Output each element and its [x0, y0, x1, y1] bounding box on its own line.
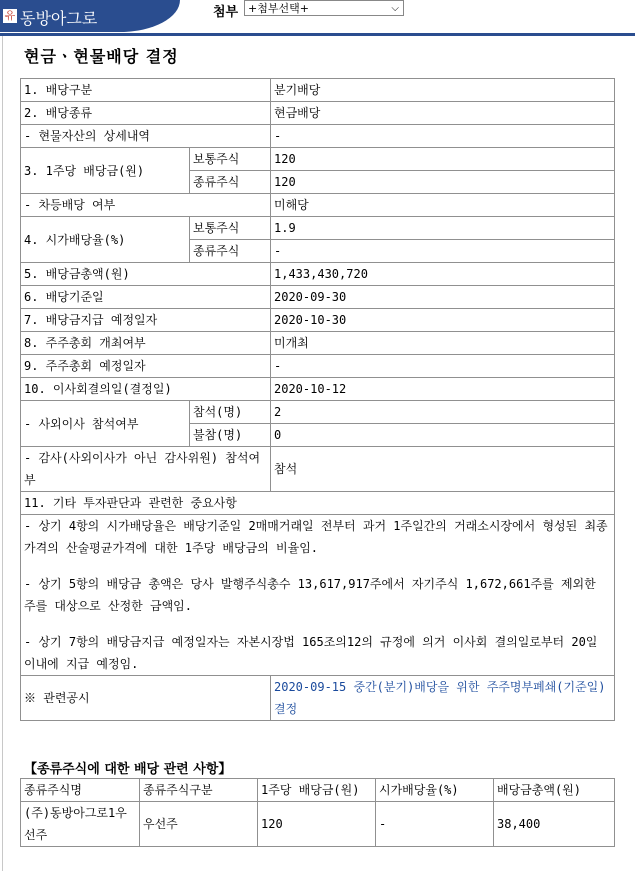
- chevron-down-icon: ⌵: [391, 3, 399, 14]
- sub-label: 참석(명): [190, 401, 271, 424]
- attach-select-value: +첨부선택+: [248, 2, 309, 15]
- table-row: [21, 194, 615, 217]
- row-value: 1.9: [271, 217, 615, 240]
- table-row: [21, 102, 615, 125]
- row-label: 6. 배당기준일: [21, 286, 271, 309]
- row-value: -: [271, 125, 615, 148]
- row-value: [271, 676, 615, 721]
- column-header: 배당금총액(원): [494, 779, 615, 802]
- row-value: 분기배당: [271, 79, 615, 102]
- table-row: [21, 79, 615, 102]
- row-label: 2. 배당종류: [21, 102, 271, 125]
- note-spacer: [24, 617, 611, 631]
- table-row: [21, 263, 615, 286]
- row-label: 9. 주주총회 예정일자: [21, 355, 271, 378]
- sub-label: 종류주식: [190, 171, 271, 194]
- row-value: 2020-10-30: [271, 309, 615, 332]
- row-label: 10. 이사회결의일(결정일): [21, 378, 271, 401]
- row-value: -: [271, 240, 615, 263]
- table-row: [21, 447, 615, 492]
- attach-select[interactable]: [244, 0, 404, 16]
- row-value: 120: [271, 148, 615, 171]
- section-title: 【종류주식에 대한 배당 관련 사항】: [24, 762, 232, 777]
- table-row: [21, 492, 615, 515]
- row-value: 현금배당: [271, 102, 615, 125]
- table-row: [21, 217, 615, 240]
- row-label: 1. 배당구분: [21, 79, 271, 102]
- row-value: 2020-10-12: [271, 378, 615, 401]
- column-header: 종류주식명: [21, 779, 140, 802]
- row-label: - 현물자산의 상세내역: [21, 125, 271, 148]
- table-header-row: [21, 779, 615, 802]
- table-row: [21, 148, 615, 171]
- table-cell: 38,400: [494, 802, 615, 847]
- table-row: [21, 125, 615, 148]
- row-value: 1,433,430,720: [271, 263, 615, 286]
- row-label: - 사외이사 참석여부: [21, 401, 190, 447]
- top-bar: [0, 0, 635, 34]
- row-value: -: [271, 355, 615, 378]
- table-row: [21, 309, 615, 332]
- row-value: 미개최: [271, 332, 615, 355]
- note-item: - 상기 7항의 배당금지급 예정일자는 자본시장법 165조의12의 규정에 의거 이사회 결의일로부터 20일 이내에 지급 예정임.: [24, 635, 598, 671]
- sub-label: 불참(명): [190, 424, 271, 447]
- company-name: 동방아그로: [20, 9, 98, 28]
- row-value: 미해당: [271, 194, 615, 217]
- table-cell: 120: [258, 802, 376, 847]
- row-value: 참석: [271, 447, 615, 492]
- table-row: [21, 676, 615, 721]
- row-label: 8. 주주총회 개최여부: [21, 332, 271, 355]
- sub-label: 종류주식: [190, 240, 271, 263]
- column-header: 1주당 배당금(원): [258, 779, 376, 802]
- notes-row: [21, 515, 615, 676]
- row-value: 2: [271, 401, 615, 424]
- table-cell: -: [376, 802, 494, 847]
- attach-label: 첨부: [213, 5, 239, 20]
- note-spacer: [24, 559, 611, 573]
- table-cell: (주)동방아그로1우선주: [21, 802, 140, 847]
- related-disclosure-link[interactable]: 2020-09-15 중간(분기)배당을 위한 주주명부폐쇄(기준일) 결정: [274, 680, 606, 716]
- preferred-share-table: [20, 778, 615, 847]
- row-value: 120: [271, 171, 615, 194]
- sub-label: 보통주식: [190, 217, 271, 240]
- row-label: - 차등배당 여부: [21, 194, 271, 217]
- company-badge-icon: 유: [4, 9, 16, 22]
- notes-cell: [21, 515, 615, 676]
- row-label: 4. 시가배당율(%): [21, 217, 190, 263]
- table-row: [21, 378, 615, 401]
- table-row: [21, 332, 615, 355]
- row-value: 2020-09-30: [271, 286, 615, 309]
- row-label: - 감사(사외이사가 아닌 감사위원) 참석여부: [21, 447, 271, 492]
- row-value: 0: [271, 424, 615, 447]
- company-tab[interactable]: [0, 0, 180, 32]
- row-label: 7. 배당금지급 예정일자: [21, 309, 271, 332]
- note-item: - 상기 4항의 시가배당율은 배당기준일 2매매거래일 전부터 과거 1주일간의 거래소시장에서 형성된 최종가격의 산술평균가격에 대한 1주당 배당금의 비율임.: [24, 519, 608, 555]
- table-row: [21, 802, 615, 847]
- table-cell: 우선주: [140, 802, 258, 847]
- row-label: 11. 기타 투자판단과 관련한 중요사항: [21, 492, 615, 515]
- row-label: ※ 관련공시: [21, 676, 271, 721]
- page-title: 현금ㆍ현물배당 결정: [24, 47, 179, 66]
- table-row: [21, 355, 615, 378]
- table-row: [21, 401, 615, 424]
- sub-label: 보통주식: [190, 148, 271, 171]
- column-header: 종류주식구분: [140, 779, 258, 802]
- column-header: 시가배당율(%): [376, 779, 494, 802]
- row-label: 3. 1주당 배당금(원): [21, 148, 190, 194]
- row-label: 5. 배당금총액(원): [21, 263, 271, 286]
- note-item: - 상기 5항의 배당금 총액은 당사 발행주식총수 13,617,917주에서 자기주식 1,672,661주를 제외한 주를 대상으로 산정한 금액임.: [24, 577, 596, 613]
- dividend-table: [20, 78, 615, 721]
- table-row: [21, 286, 615, 309]
